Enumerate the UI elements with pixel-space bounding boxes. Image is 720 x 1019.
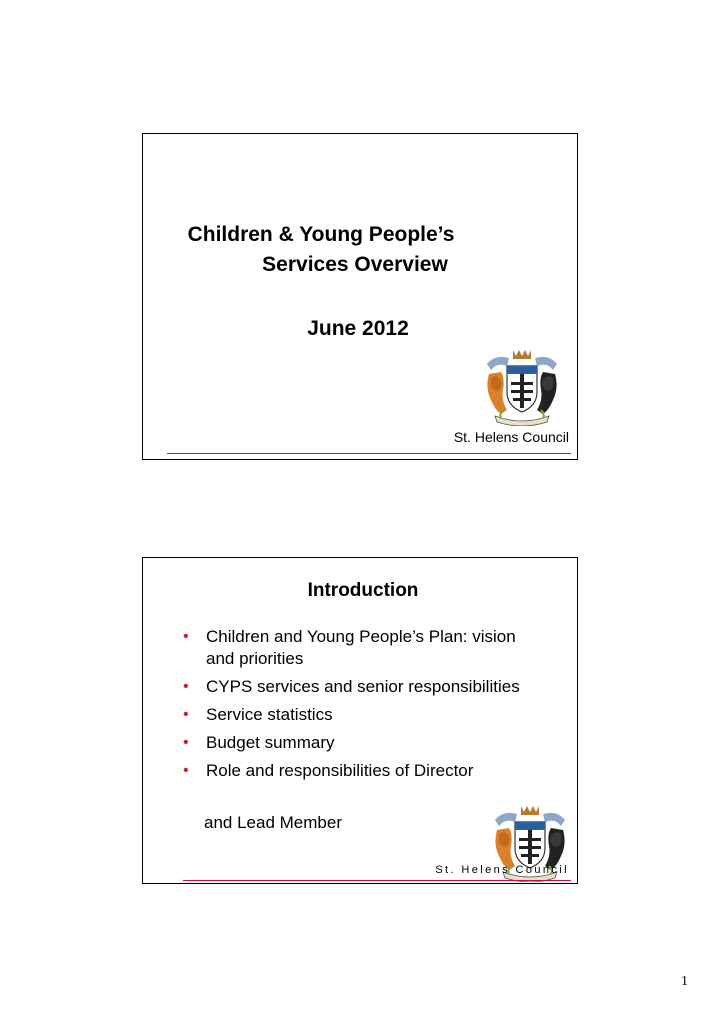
footer-rule <box>183 880 571 881</box>
bullet-list <box>183 626 543 788</box>
slide-title-heading <box>143 220 579 280</box>
bullet-icon: • <box>183 678 189 695</box>
list-item: • Service statistics <box>183 705 333 724</box>
council-name: St. Helens Council <box>435 864 569 876</box>
slide-introduction <box>142 557 578 884</box>
list-item: • Children and Young People’s Plan: vision and priorities <box>183 627 516 668</box>
council-name: St. Helens Council <box>453 429 569 445</box>
list-item: • Role and responsibilities of Director <box>183 761 474 780</box>
bullet-icon: • <box>183 734 189 751</box>
list-item: • Budget summary <box>183 733 335 752</box>
footer-rule <box>167 453 571 454</box>
list-item: • CYPS services and senior responsibilities <box>183 677 520 696</box>
bullet-continuation: and Lead Member <box>204 813 342 832</box>
page-number: 1 <box>681 974 688 989</box>
bullet-icon: • <box>183 706 189 723</box>
title-line-1: Children & Young People’s <box>187 223 455 246</box>
presentation-date: June 2012 <box>307 317 409 340</box>
coat-of-arms-icon <box>483 346 561 426</box>
slide-title <box>142 133 578 460</box>
title-line-2: Services Overview <box>262 253 448 276</box>
slide-heading: Introduction <box>307 580 419 601</box>
bullet-icon: • <box>183 628 189 645</box>
bullet-icon: • <box>183 762 189 779</box>
